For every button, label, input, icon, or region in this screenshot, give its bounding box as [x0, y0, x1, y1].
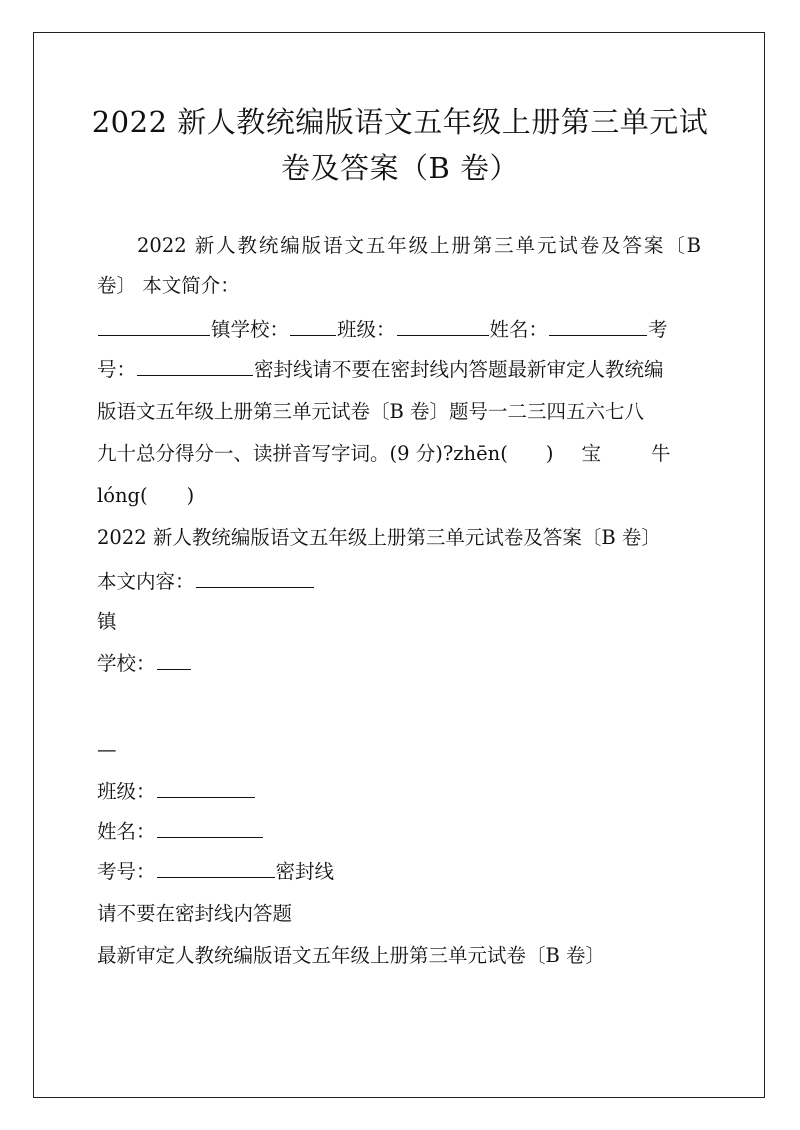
paren-close: ): [545, 442, 554, 465]
name-line-label: 姓名：: [97, 820, 156, 843]
char-bao: 宝: [581, 442, 601, 465]
intro-text1: 2022 新人教统编版语文五年级上册第三单元试卷及答案〔B: [137, 234, 701, 257]
doc-title-line2: 卷及答案（B 卷）: [280, 151, 520, 185]
school-line-blank: [157, 651, 191, 670]
exam-no-blank: [137, 357, 253, 376]
class-line-blank: [157, 779, 255, 798]
town-school-label: 镇学校：: [211, 318, 290, 341]
hao-label: 号：: [97, 358, 137, 381]
exam-no-line-blank: [157, 859, 275, 878]
name-label: 姓名：: [489, 318, 549, 341]
town-blank: [98, 317, 210, 336]
intro-line2: 卷〕 本文简介：: [97, 274, 240, 297]
town-line: 镇: [97, 610, 117, 633]
seal-text: 密封线请不要在密封线内答题最新审定人教统编: [254, 358, 664, 381]
doc-title-line1: 2022 新人教统编版语文五年级上册第三单元试: [91, 105, 709, 139]
char-niu: 牛: [650, 442, 671, 465]
content-line: [97, 568, 315, 596]
school-label: 学校：: [97, 652, 156, 675]
content-blank: [196, 569, 314, 588]
seal-label: 密封线: [275, 860, 335, 883]
exam-no-line: [97, 858, 334, 886]
intro-line3: 版语文五年级上册第三单元试卷〔B 卷〕题号一二三四五六七八: [97, 400, 645, 423]
intro-line1: [97, 232, 701, 260]
exam-no-label: 考号：: [97, 860, 156, 883]
header-fields-line2: [97, 356, 664, 384]
last-line: 最新审定人教统编版语文五年级上册第三单元试卷〔B 卷〕: [97, 944, 606, 967]
pinyin-text: 九十总分得分一、读拼音写字词。(9 分)?zhēn(: [97, 442, 508, 465]
name-line-blank: [157, 819, 263, 838]
class-line-label: 班级：: [97, 780, 156, 803]
repeat-title: 2022 新人教统编版语文五年级上册第三单元试卷及答案〔B 卷〕: [97, 526, 661, 549]
school-line: [97, 650, 192, 678]
pinyin-line1: [97, 440, 701, 468]
class-blank: [397, 317, 489, 336]
content-label: 本文内容：: [97, 570, 195, 593]
dash-line: —: [97, 738, 117, 761]
header-fields-line1: [97, 316, 701, 344]
school-blank: [290, 317, 336, 336]
no-answer-line: 请不要在密封线内答题: [97, 902, 293, 925]
name-blank: [549, 317, 647, 336]
pinyin-line2: lóng( ): [97, 484, 195, 507]
name-line: [97, 818, 264, 846]
class-label: 班级：: [337, 318, 396, 341]
kao-char: 考: [648, 318, 668, 341]
class-line: [97, 778, 256, 806]
